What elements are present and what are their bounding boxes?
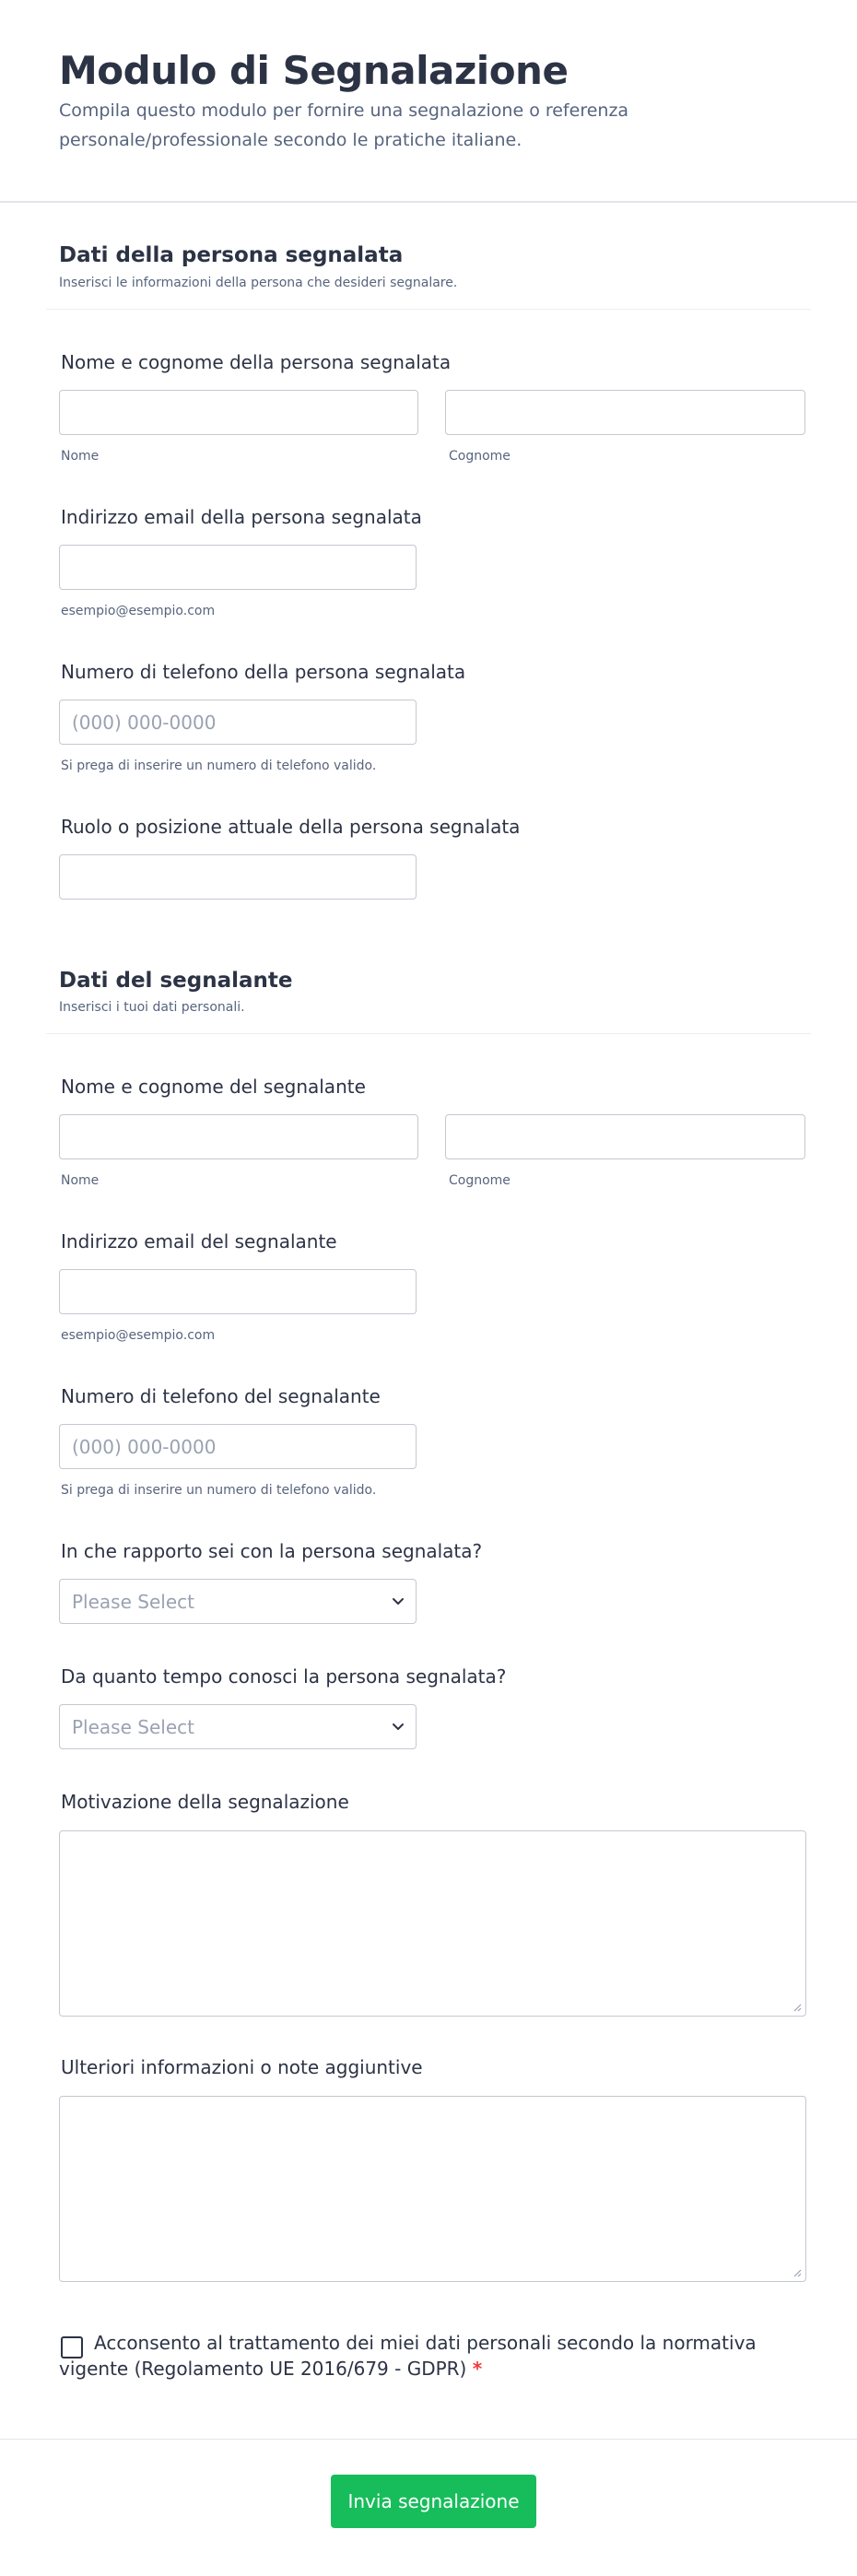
referred-phone-sublabel: Si prega di inserire un numero di telefono valido. — [61, 759, 377, 773]
referrer-email-sublabel: esempio@esempio.com — [61, 1328, 216, 1343]
section-subtitle-referred-person: Inserisci le informazioni della persona che desideri segnalare. — [59, 276, 458, 290]
acquaintance-duration-select-value: Please Select — [72, 1716, 194, 1738]
referred-phone-label: Numero di telefono della persona segnalata — [61, 661, 466, 683]
referred-role-input[interactable] — [59, 854, 417, 900]
referrer-email-label: Indirizzo email del segnalante — [61, 1230, 337, 1253]
referred-phone-placeholder: (000) 000-0000 — [72, 712, 217, 734]
referrer-last-name-sublabel: Cognome — [449, 1173, 511, 1188]
referrer-email-input[interactable] — [59, 1269, 417, 1314]
consent-text: Acconsento al trattamento dei miei dati personali secondo la normativa vigente (Regolamento UE 2016/679 - GDPR) — [59, 2332, 757, 2380]
referrer-phone-placeholder: (000) 000-0000 — [72, 1436, 217, 1458]
referrer-first-name-sublabel: Nome — [61, 1173, 100, 1188]
referrer-name-label: Nome e cognome del segnalante — [61, 1076, 366, 1098]
referred-last-name-sublabel: Cognome — [449, 449, 511, 464]
section-title-referred-person: Dati della persona segnalata — [59, 243, 404, 267]
header-divider — [0, 201, 857, 203]
referrer-phone-sublabel: Si prega di inserire un numero di telefono valido. — [61, 1483, 377, 1498]
resize-grip-icon[interactable] — [792, 2268, 802, 2277]
acquaintance-duration-select[interactable] — [59, 1704, 417, 1749]
referred-email-input[interactable] — [59, 545, 417, 590]
form-title: Modulo di Segnalazione — [59, 48, 569, 93]
notes-textarea[interactable] — [59, 2096, 806, 2282]
chevron-down-icon — [390, 1593, 406, 1609]
referred-email-sublabel: esempio@esempio.com — [61, 604, 216, 618]
referrer-phone-label: Numero di telefono del segnalante — [61, 1385, 381, 1407]
submit-button[interactable]: Invia segnalazione — [331, 2475, 536, 2528]
motivation-textarea[interactable] — [59, 1830, 806, 2017]
referred-last-name-input[interactable] — [445, 390, 805, 435]
required-asterisk: * — [472, 2358, 483, 2380]
relationship-select-value: Please Select — [72, 1591, 194, 1613]
motivation-label: Motivazione della segnalazione — [61, 1791, 349, 1813]
form-subtitle: Compila questo modulo per fornire una segnalazione o referenza personale/professionale secondo le pratiche italiane. — [59, 100, 629, 150]
referred-first-name-sublabel: Nome — [61, 449, 100, 464]
resize-grip-icon[interactable] — [792, 2003, 802, 2012]
relationship-select[interactable] — [59, 1579, 417, 1624]
section-divider — [46, 309, 811, 310]
referred-first-name-input[interactable] — [59, 390, 418, 435]
referred-email-label: Indirizzo email della persona segnalata — [61, 506, 422, 528]
acquaintance-duration-label: Da quanto tempo conosci la persona segnalata? — [61, 1665, 507, 1688]
referred-name-label: Nome e cognome della persona segnalata — [61, 351, 452, 373]
referrer-last-name-input[interactable] — [445, 1114, 805, 1159]
notes-label: Ulteriori informazioni o note aggiuntive — [61, 2056, 423, 2078]
referrer-phone-input[interactable] — [59, 1424, 417, 1469]
referrer-first-name-input[interactable] — [59, 1114, 418, 1159]
footer-divider — [0, 2439, 857, 2440]
section-subtitle-referrer: Inserisci i tuoi dati personali. — [59, 1000, 245, 1015]
section-divider — [46, 1033, 811, 1034]
referred-phone-input[interactable] — [59, 700, 417, 745]
referred-role-label: Ruolo o posizione attuale della persona segnalata — [61, 816, 521, 838]
consent-label — [59, 2330, 759, 2382]
chevron-down-icon — [390, 1718, 406, 1735]
section-title-referrer: Dati del segnalante — [59, 969, 293, 993]
relationship-label: In che rapporto sei con la persona segnalata? — [61, 1540, 483, 1562]
